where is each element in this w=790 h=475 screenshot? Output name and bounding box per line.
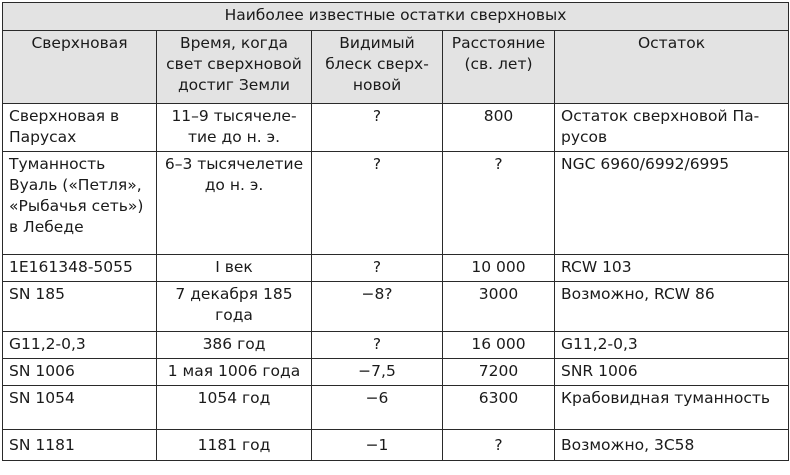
- header-time: [157, 31, 312, 104]
- cell-line: SN 1181: [9, 436, 75, 454]
- table-row: [3, 152, 789, 255]
- header-line: Сверхновая: [31, 34, 128, 52]
- cell-magnitude: ?: [312, 255, 443, 282]
- cell-line: G11,2-0,3: [561, 335, 638, 353]
- cell-magnitude: ?: [312, 332, 443, 359]
- cell-supernova: [3, 104, 157, 152]
- cell-distance: 6300: [443, 386, 555, 430]
- cell-remnant: [555, 152, 789, 255]
- cell-line: 1181 год: [197, 436, 271, 454]
- cell-distance: 3000: [443, 282, 555, 332]
- table-row: [3, 104, 789, 152]
- cell-line: до н. э.: [204, 176, 264, 194]
- cell-distance: ?: [443, 430, 555, 461]
- cell-line: русов: [561, 128, 608, 146]
- table-row: [3, 359, 789, 386]
- cell-distance: 16 000: [443, 332, 555, 359]
- cell-supernova: [3, 282, 157, 332]
- cell-line: Вуаль («Петля»,: [9, 176, 142, 194]
- cell-line: Возможно, RCW 86: [561, 285, 715, 303]
- cell-distance: 10 000: [443, 255, 555, 282]
- header-line: Видимый: [339, 34, 415, 52]
- cell-distance: 800: [443, 104, 555, 152]
- header-supernova: [3, 31, 157, 104]
- cell-line: в Лебеде: [9, 218, 84, 236]
- cell-remnant: [555, 332, 789, 359]
- header-line: Время, когда: [179, 34, 289, 52]
- cell-time: [157, 386, 312, 430]
- cell-line: G11,2-0,3: [9, 335, 86, 353]
- cell-remnant: [555, 255, 789, 282]
- header-line: блеск сверх-: [325, 55, 429, 73]
- cell-line: Туманность: [9, 155, 106, 173]
- cell-line: SNR 1006: [561, 362, 638, 380]
- table-row: [3, 255, 789, 282]
- cell-line: Остаток сверхновой Па-: [561, 107, 760, 125]
- cell-supernova: [3, 332, 157, 359]
- cell-magnitude: −1: [312, 430, 443, 461]
- supernova-remnants-table: [2, 2, 789, 461]
- header-line: Расстояние: [451, 34, 546, 52]
- cell-remnant: [555, 359, 789, 386]
- cell-magnitude: ?: [312, 104, 443, 152]
- table-row: [3, 386, 789, 430]
- cell-remnant: [555, 282, 789, 332]
- cell-line: NGC 6960/6992/6995: [561, 155, 730, 173]
- cell-line: 1054 год: [197, 389, 271, 407]
- cell-line: 1 мая 1006 года: [167, 362, 301, 380]
- cell-distance: 7200: [443, 359, 555, 386]
- header-line: новой: [352, 76, 402, 94]
- cell-line: SN 1054: [9, 389, 75, 407]
- cell-line: I век: [215, 258, 253, 276]
- cell-remnant: [555, 430, 789, 461]
- cell-line: 7 декабря 185: [175, 285, 293, 303]
- cell-time: [157, 282, 312, 332]
- cell-line: тие до н. э.: [187, 128, 281, 146]
- table-row: [3, 332, 789, 359]
- cell-line: 11–9 тысячеле-: [171, 107, 297, 125]
- cell-line: года: [215, 306, 253, 324]
- cell-line: 386 год: [202, 335, 266, 353]
- cell-line: 1E161348-5055: [9, 258, 133, 276]
- cell-remnant: [555, 104, 789, 152]
- cell-line: Сверхновая в: [9, 107, 120, 125]
- cell-time: [157, 255, 312, 282]
- header-line: (св. лет): [464, 55, 533, 73]
- header-line: свет сверхновой: [166, 55, 302, 73]
- table-header-row: [3, 31, 789, 104]
- cell-supernova: [3, 430, 157, 461]
- cell-magnitude: ?: [312, 152, 443, 255]
- cell-distance: ?: [443, 152, 555, 255]
- header-magnitude: [312, 31, 443, 104]
- cell-magnitude: −6: [312, 386, 443, 430]
- cell-remnant: [555, 386, 789, 430]
- cell-line: SN 1006: [9, 362, 75, 380]
- cell-time: [157, 104, 312, 152]
- header-distance: [443, 31, 555, 104]
- cell-magnitude: −7,5: [312, 359, 443, 386]
- cell-line: RCW 103: [561, 258, 632, 276]
- cell-line: Парусах: [9, 128, 77, 146]
- cell-time: [157, 152, 312, 255]
- cell-time: [157, 359, 312, 386]
- table-row: [3, 282, 789, 332]
- header-line: достиг Земли: [177, 76, 291, 94]
- cell-line: «Рыбачья сеть»): [9, 197, 144, 215]
- cell-time: [157, 332, 312, 359]
- cell-supernova: [3, 152, 157, 255]
- cell-line: 6–3 тысячелетие: [164, 155, 304, 173]
- cell-line: SN 185: [9, 285, 65, 303]
- header-line: Остаток: [637, 34, 706, 52]
- cell-magnitude: −8?: [312, 282, 443, 332]
- table-title-row: [3, 3, 789, 31]
- header-remnant: [555, 31, 789, 104]
- table-title: Наиболее известные остатки сверхновых: [3, 3, 789, 31]
- cell-supernova: [3, 386, 157, 430]
- cell-line: Крабовидная туманность: [561, 389, 771, 407]
- cell-supernova: [3, 255, 157, 282]
- table-row: [3, 430, 789, 461]
- cell-supernova: [3, 359, 157, 386]
- cell-time: [157, 430, 312, 461]
- cell-line: Возможно, 3С58: [561, 436, 695, 454]
